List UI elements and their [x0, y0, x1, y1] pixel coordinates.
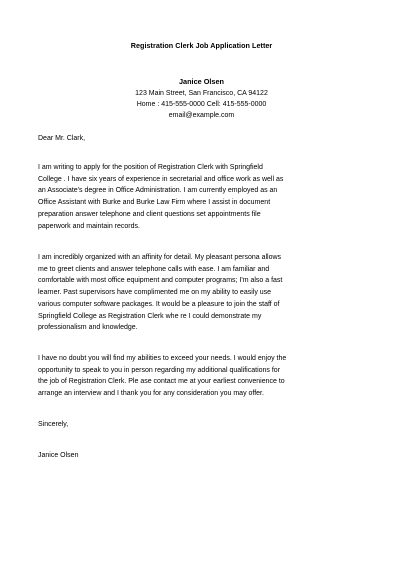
paragraph-line: me to greet clients and answer telephone calls with ease. I am familiar and — [38, 265, 270, 273]
paragraph-line: I am writing to apply for the position of Registration Clerk with Springfield — [38, 164, 263, 171]
sender-name: Janice Olsen — [178, 77, 225, 86]
paragraph-line: comfortable with most office equipment and computer programs; I'm also a fast — [38, 277, 283, 285]
letter-title: Registration Clerk Job Application Letter — [130, 41, 273, 50]
closing: Sincerely, — [38, 421, 69, 428]
body-paragraph-1 — [38, 162, 284, 232]
paragraph-line: preparation answer telephone and client questions set appointments file — [38, 210, 261, 218]
signature-name: Janice Olsen — [38, 452, 79, 459]
paragraph-line: arrange an interview and I thank you for any consideration you may offer. — [38, 390, 264, 398]
sender-phones: Home : 415-555-0000 Cell: 415-555-0000 — [136, 101, 267, 108]
body-paragraph-2 — [38, 252, 283, 334]
paragraph-line: I am incredibly organized with an affinity for detail. My pleasant persona allows — [38, 254, 282, 261]
paragraph-line: Office Assistant with Burke and Burke Law Firm where I assist in document — [38, 199, 271, 207]
paragraph-line: Springfield College as Registration Clerk whe re I could demonstrate my — [38, 312, 262, 320]
paragraph-line: the job of Registration Clerk. Ple ase contact me at your earliest convenience to — [38, 378, 285, 386]
paragraph-line: an Associate's degree in Office Administration. I am currently employed as an — [38, 187, 278, 195]
paragraph-line: I have no doubt you will find my abilities to exceed your needs. I would enjoy the — [38, 355, 287, 362]
sender-email: email@example.com — [168, 112, 235, 119]
paragraph-line: professionalism and knowledge. — [38, 324, 138, 332]
paragraph-line: College . I have six years of experience in secretarial and office work as well as — [38, 175, 284, 183]
paragraph-line: paperwork and maintain records. — [38, 222, 140, 230]
body-paragraph-3 — [38, 353, 287, 400]
paragraph-line: learner. Past supervisors have complimented me on my ability to easily use — [38, 289, 272, 297]
paragraph-line: various computer software packages. It would be a pleasure to join the staff of — [38, 300, 280, 308]
salutation: Dear Mr. Clark, — [38, 135, 86, 142]
paragraph-line: opportunity to speak to you in person regarding my additional qualifications for — [38, 366, 281, 374]
sender-address: 123 Main Street, San Francisco, CA 94122 — [135, 90, 268, 97]
